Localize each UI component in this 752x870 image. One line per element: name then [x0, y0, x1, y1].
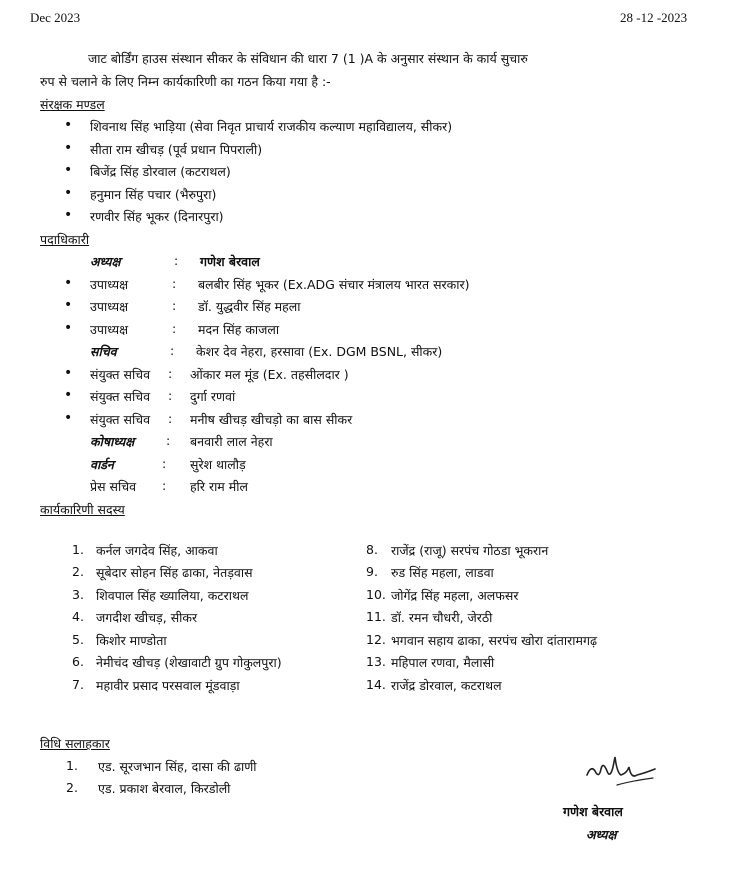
member-name: सूबेदार सोहन सिंह ढाका, नेतड़वास: [96, 565, 253, 580]
member-number: 8.: [366, 542, 378, 557]
officer-sep: :: [172, 298, 177, 313]
list-item: • हनुमान सिंह पचार (भैरुपुरा): [90, 186, 216, 203]
officer-name: हरि राम मील: [190, 479, 248, 494]
officer-name: डॉ. युद्धवीर सिंह महला: [198, 299, 301, 314]
signature-name: गणेश बेरवाल: [563, 804, 623, 819]
signature-title: अध्यक्ष: [586, 827, 617, 842]
member-name: किशोर माण्डोता: [96, 633, 167, 648]
member-name: रुड सिंह महला, लाडवा: [391, 565, 494, 580]
header-date: 28 -12 -2023: [620, 10, 688, 25]
member-name: महिपाल रणवा, मैलासी: [391, 655, 495, 670]
member-number: 11.: [366, 609, 386, 624]
officer-name: गणेश बेरवाल: [200, 254, 260, 269]
officer-sep: :: [168, 366, 173, 381]
member-number: 10.: [366, 587, 386, 602]
member-number: 2.: [72, 564, 84, 579]
officer-sep: :: [162, 456, 167, 471]
officer-role: अध्यक्ष: [90, 254, 121, 269]
intro-line-2: रुप से चलाने के लिए निम्न कार्यकारिणी का गठन किया गया है :-: [40, 74, 331, 89]
officer-name: बनवारी लाल नेहरा: [190, 434, 273, 449]
header-month: Dec 2023: [30, 10, 81, 25]
member-number: 13.: [366, 654, 386, 669]
advisors-heading: विधि सलाहकार: [40, 736, 110, 751]
member-number: 14.: [366, 677, 386, 692]
officer-name: सुरेश थालौड़: [190, 457, 246, 472]
officer-role: • उपाध्यक्ष: [90, 321, 128, 338]
member-number: 12.: [366, 632, 386, 647]
officer-name: केशर देव नेहरा, हरसावा (Ex. DGM BSNL, सीकर): [196, 344, 443, 359]
member-number: 9.: [366, 564, 378, 579]
officer-role: कोषाध्यक्ष: [90, 434, 135, 449]
advisor-name: एड. सूरजभान सिंह, दासा की ढाणी: [98, 759, 257, 774]
list-item: • बिजेंद्र सिंह डोरवाल (कटराथल): [90, 163, 231, 180]
officer-sep: :: [168, 411, 173, 426]
intro-line-1: जाट बोर्डिंग हाउस संस्थान सीकर के संविधान की धारा 7 (1 )A के अनुसार संस्थान के कार्य सुचारु: [88, 51, 528, 66]
officer-name: बलबीर सिंह भूकर (Ex.ADG संचार मंत्रालय भारत सरकार): [198, 277, 470, 292]
signature-mark: [575, 745, 661, 793]
member-name: राजेंद्र डोरवाल, कटराथल: [391, 678, 502, 693]
member-name: भगवान सहाय ढाका, सरपंच खोरा दांतारामगढ़: [391, 633, 598, 648]
member-name: महावीर प्रसाद परसवाल मूंडवाड़ा: [96, 678, 240, 693]
members-heading: कार्यकारिणी सदस्य: [40, 502, 125, 517]
member-name: शिवपाल सिंह ख्यालिया, कटराथल: [96, 588, 249, 603]
member-number: 6.: [72, 654, 84, 669]
officer-role: • संयुक्त सचिव: [90, 366, 150, 383]
officer-sep: :: [166, 433, 171, 448]
officer-role: सचिव: [90, 344, 117, 359]
list-item: • रणवीर सिंह भूकर (दिनारपुरा): [90, 208, 224, 225]
officer-sep: :: [168, 388, 173, 403]
officer-name: मदन सिंह काजला: [198, 322, 280, 337]
member-name: नेमीचंद खीचड़ (शेखावाटी ग्रुप गोकुलपुरा): [96, 655, 282, 670]
officer-name: ओंकार मल मूंड (Ex. तहसीलदार ): [190, 367, 349, 382]
advisor-name: एड. प्रकाश बेरवाल, किरडोली: [98, 781, 231, 796]
officer-sep: :: [172, 321, 177, 336]
officer-sep: :: [174, 253, 179, 268]
member-number: 7.: [72, 677, 84, 692]
officer-sep: :: [162, 478, 167, 493]
member-number: 3.: [72, 587, 84, 602]
member-number: 5.: [72, 632, 84, 647]
list-item: • सीता राम खीचड़ (पूर्व प्रधान पिपराली): [90, 141, 262, 158]
member-name: डॉ. रमन चौधरी, जेरठी: [391, 610, 493, 625]
officer-name: दुर्गा रणवां: [190, 389, 236, 404]
officer-role: प्रेस सचिव: [90, 479, 137, 494]
officer-role: • संयुक्त सचिव: [90, 411, 150, 428]
member-name: जगदीश खीचड़, सीकर: [96, 610, 198, 625]
member-name: राजेंद्र (राजू) सरपंच गोठडा भूकरान: [391, 543, 549, 558]
officer-role: वार्डन: [90, 457, 114, 472]
officers-heading: पदाधिकारी: [40, 232, 90, 247]
member-name: जोगेंद्र सिंह महला, अलफसर: [391, 588, 519, 603]
advisor-number: 2.: [66, 780, 78, 795]
patrons-heading: संरक्षक मण्डल: [40, 97, 105, 112]
advisor-number: 1.: [66, 758, 78, 773]
officer-role: • उपाध्यक्ष: [90, 298, 128, 315]
officer-role: • संयुक्त सचिव: [90, 388, 150, 405]
list-item: • शिवनाथ सिंह भाड़िया (सेवा निवृत प्राचार्य राजकीय कल्याण महाविद्यालय, सीकर): [90, 118, 452, 135]
officer-sep: :: [172, 276, 177, 291]
member-name: कर्नल जगदेव सिंह, आकवा: [96, 543, 218, 558]
member-number: 4.: [72, 609, 84, 624]
member-number: 1.: [72, 542, 84, 557]
officer-role: • उपाध्यक्ष: [90, 276, 128, 293]
officer-name: मनीष खीचड़ खीचड़ो का बास सीकर: [190, 412, 353, 427]
officer-sep: :: [170, 343, 175, 358]
